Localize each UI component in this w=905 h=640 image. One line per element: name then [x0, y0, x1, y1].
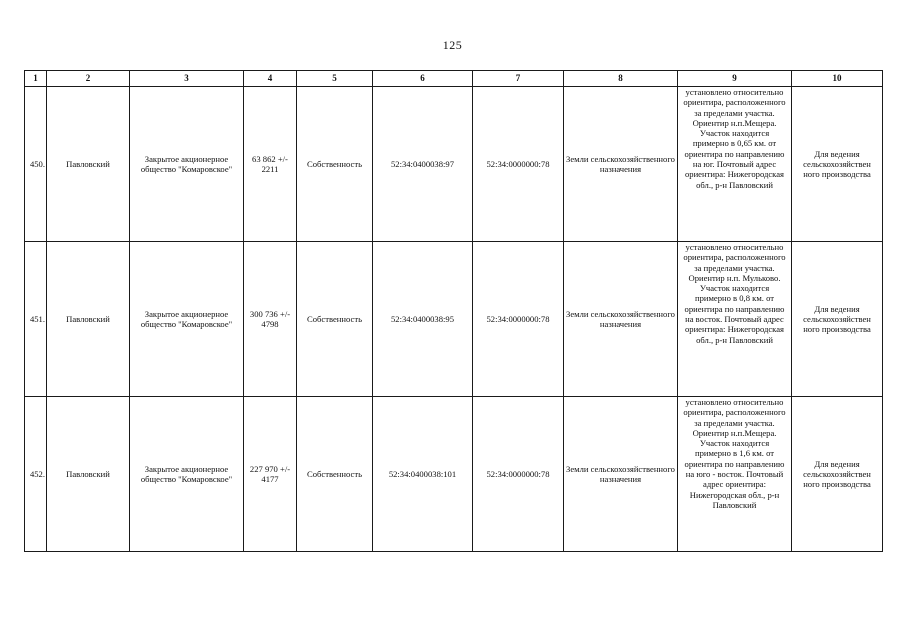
- district-cell: Павловский: [47, 397, 130, 552]
- owner-cell: Закрытое акционерное общество "Комаровское": [130, 242, 244, 397]
- column-header-5: 5: [297, 71, 373, 87]
- usage-cell: Для ведения сельскохозяйствен ного производства: [792, 242, 883, 397]
- district-cell: Павловский: [47, 242, 130, 397]
- parent-cadastral-cell: 52:34:0000000:78: [473, 397, 564, 552]
- land-register-table: [24, 70, 883, 552]
- column-header-7: 7: [473, 71, 564, 87]
- area-cell: 300 736 +/- 4798: [244, 242, 297, 397]
- column-header-3: 3: [130, 71, 244, 87]
- parent-cadastral-cell: 52:34:0000000:78: [473, 242, 564, 397]
- location-cell: установлено относительно ориентира, расположенного за пределами участка. Ориентир н.п. Мульково. Участок находится примерно в 0,8 км. от ориентира по направлению на восток. Почтовый адрес ориентира: Нижегородская обл., р-н Павловский: [678, 242, 792, 397]
- table-row: [25, 242, 883, 397]
- land-category-cell: Земли сельскохозяйственного назначения: [564, 242, 678, 397]
- row-number: 451.: [25, 242, 47, 397]
- usage-cell: Для ведения сельскохозяйствен ного производства: [792, 397, 883, 552]
- cadastral-number-cell: 52:34:0400038:97: [373, 87, 473, 242]
- area-cell: 63 862 +/- 2211: [244, 87, 297, 242]
- column-header-1: 1: [25, 71, 47, 87]
- column-header-6: 6: [373, 71, 473, 87]
- location-cell: установлено относительно ориентира, расположенного за пределами участка. Ориентир н.п.Мещера. Участок находится примерно в 1,6 км. от ориентира по направлению на юго - восток. Почтовый адрес ориентира: Нижегородская обл., р-н Павловский: [678, 397, 792, 552]
- right-type-cell: Собственность: [297, 242, 373, 397]
- owner-cell: Закрытое акционерное общество "Комаровское": [130, 87, 244, 242]
- land-category-cell: Земли сельскохозяйственного назначения: [564, 397, 678, 552]
- column-header-10: 10: [792, 71, 883, 87]
- cadastral-number-cell: 52:34:0400038:101: [373, 397, 473, 552]
- page-number: 125: [442, 38, 463, 52]
- right-type-cell: Собственность: [297, 87, 373, 242]
- area-cell: 227 970 +/- 4177: [244, 397, 297, 552]
- parent-cadastral-cell: 52:34:0000000:78: [473, 87, 564, 242]
- row-number: 450.: [25, 87, 47, 242]
- header-row: [25, 71, 883, 87]
- land-category-cell: Земли сельскохозяйственного назначения: [564, 87, 678, 242]
- table-row: [25, 397, 883, 552]
- owner-cell: Закрытое акционерное общество "Комаровское": [130, 397, 244, 552]
- district-cell: Павловский: [47, 87, 130, 242]
- column-header-9: 9: [678, 71, 792, 87]
- right-type-cell: Собственность: [297, 397, 373, 552]
- location-cell: установлено относительно ориентира, расположенного за пределами участка. Ориентир н.п.Мещера. Участок находится примерно в 0,65 км. от ориентира по направлению на юг. Почтовый адрес ориентира: Нижегородская обл., р-н Павловский: [678, 87, 792, 242]
- column-header-8: 8: [564, 71, 678, 87]
- cadastral-number-cell: 52:34:0400038:95: [373, 242, 473, 397]
- column-header-4: 4: [244, 71, 297, 87]
- column-header-2: 2: [47, 71, 130, 87]
- table-row: [25, 87, 883, 242]
- usage-cell: Для ведения сельскохозяйствен ного производства: [792, 87, 883, 242]
- row-number: 452.: [25, 397, 47, 552]
